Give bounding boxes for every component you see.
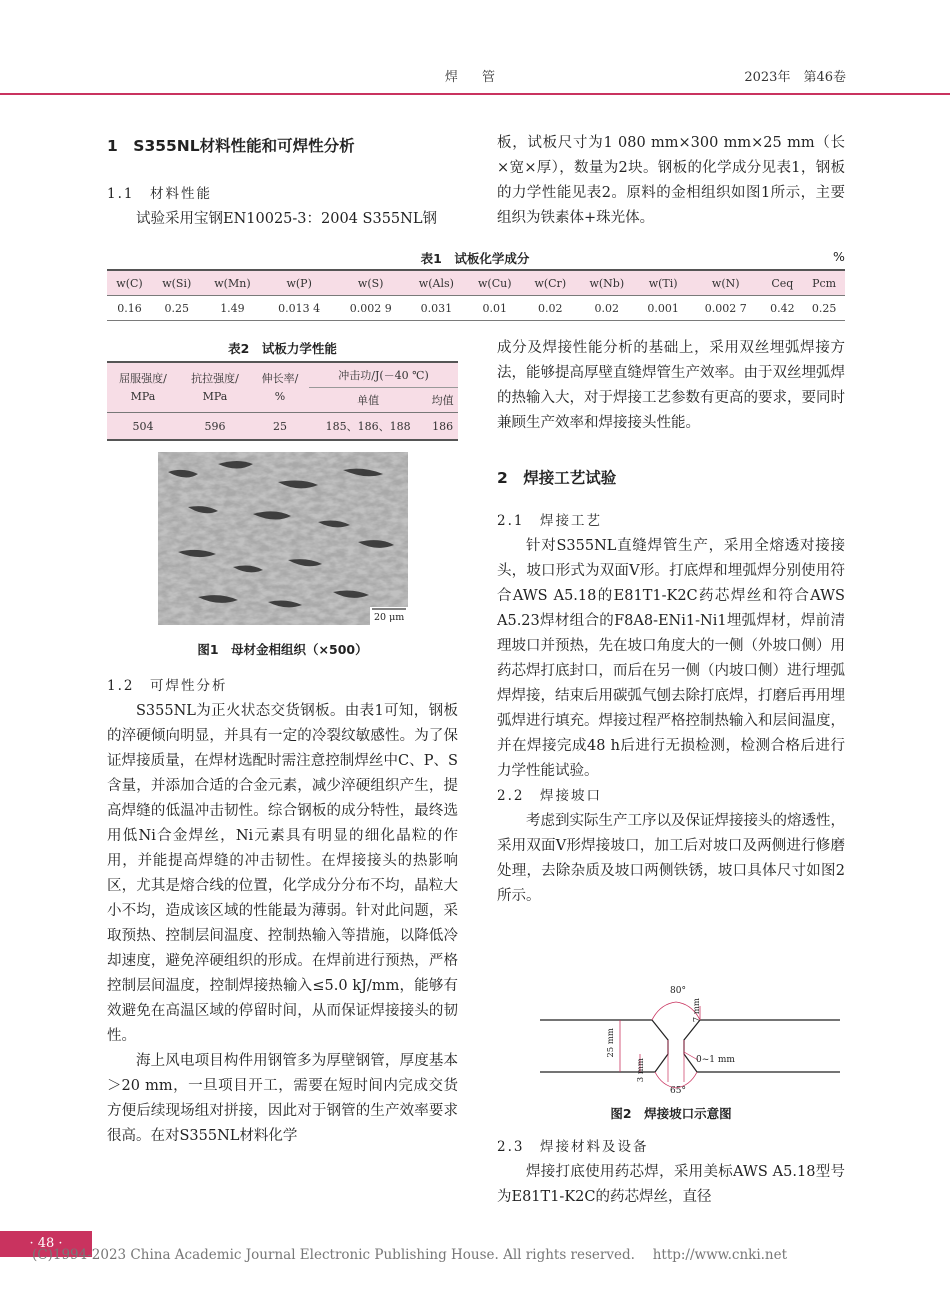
- paragraph: 针对S355NL直缝焊管生产，采用全熔透对接接头，坡口形式为双面V形。打底焊和埋弧焊分别使用符合AWS A5.18的E81T1-K2C药芯焊丝和符合AWS A5.23焊材组合的F8A8-ENi1-Ni1埋弧焊材，焊前清理坡口并预热，先在坡口角度大的一侧（外坡口侧）用药芯焊打底封口，而后在另一侧（内坡口侧）进行埋弧焊焊接，结束后用碳弧气刨去除打底焊，打磨后再用埋弧焊进行填充。焊接过程严格控制热输入和层间温度，并在焊接完成48 h后进行无损检测，检测合格后进行力学性能试验。: [497, 538, 845, 779]
- table1-title: 表1 试板化学成分: [420, 251, 530, 266]
- copyright-notice: (C)1994-2023 China Academic Journal Electronic Publishing House. All rights reserved. http://www.cnki.net: [32, 1247, 788, 1263]
- table2-title: 表2 试板力学性能: [228, 341, 337, 356]
- left-column-bottom: [107, 674, 458, 1149]
- right-column-end: [497, 1135, 845, 1210]
- subsection-1-1-heading: 1.1 材料性能: [107, 186, 212, 202]
- table1-header-cell: w(Als): [406, 270, 466, 296]
- paragraph: 板，试板尺寸为1 080 mm×300 mm×25 mm（长×宽×厚），数量为2块。钢板的化学成分见表1，钢板的力学性能见表2。原料的金相组织如图1所示，主要组织为铁素体+珠光体。: [497, 135, 845, 226]
- left-column-top: [107, 134, 458, 232]
- right-column-top: [497, 131, 845, 231]
- table1-header-cell: w(Si): [152, 270, 201, 296]
- table1: [107, 269, 845, 321]
- fig2-angle-top: 80°: [670, 986, 686, 996]
- table1-value-cell: 0.002 9: [335, 296, 407, 321]
- table1-header-cell: Pcm: [803, 270, 845, 296]
- fig2-gap: 0~1 mm: [696, 1055, 735, 1065]
- table1-value-row: [107, 296, 845, 321]
- micrograph-scale-label: 20 μm: [374, 612, 405, 623]
- table1-value-cell: 0.031: [406, 296, 466, 321]
- table1-header-cell: w(P): [263, 270, 335, 296]
- subsection-2-1-heading: 2.1 焊接工艺: [497, 513, 602, 529]
- paragraph: 焊接打底使用药芯焊，采用美标AWS A5.18型号为E81T1-K2C的药芯焊丝，直径: [497, 1164, 845, 1205]
- subsection-1-2-heading: 1.2 可焊性分析: [107, 678, 228, 694]
- running-header-volume: 2023年 第46卷: [744, 70, 846, 85]
- table1-header-cell: w(Cu): [466, 270, 523, 296]
- table1-value-cell: 0.02: [577, 296, 636, 321]
- figure2-caption: 图2 焊接坡口示意图: [610, 1106, 732, 1121]
- table1-value-cell: 1.49: [201, 296, 263, 321]
- figure1-caption: 图1 母材金相组织（×500）: [197, 642, 368, 657]
- micrograph-image: [158, 452, 408, 625]
- table1-header-cell: w(S): [335, 270, 407, 296]
- page-number: · 48 ·: [0, 1231, 92, 1257]
- table2-cell-tensile: 596: [179, 413, 251, 441]
- table1-value-cell: 0.01: [466, 296, 523, 321]
- table1-value-cell: 0.013 4: [263, 296, 335, 321]
- table1-value-cell: 0.25: [152, 296, 201, 321]
- table1-value-cell: 0.001: [636, 296, 690, 321]
- table1-header-cell: w(Nb): [577, 270, 636, 296]
- header-rule: [0, 93, 950, 95]
- section-1-heading: 1 S355NL材料性能和可焊性分析: [107, 137, 355, 155]
- table2-cell-elongation: 25: [251, 413, 309, 441]
- table1-value-cell: 0.16: [107, 296, 152, 321]
- table1-unit: %: [833, 249, 845, 264]
- subsection-2-2-heading: 2.2 焊接坡口: [497, 788, 602, 804]
- table1-header-cell: w(Ti): [636, 270, 690, 296]
- fig2-root-face: 3 mm: [636, 1058, 646, 1083]
- table1-header-cell: Ceq: [761, 270, 803, 296]
- table1-value-cell: 0.02: [523, 296, 577, 321]
- groove-diagram: [540, 986, 840, 1102]
- table1-value-cell: 0.25: [803, 296, 845, 321]
- fig2-top-dimension: 7 mm: [692, 998, 702, 1023]
- table1-header-cell: w(C): [107, 270, 152, 296]
- table2: [107, 361, 458, 441]
- fig2-angle-bottom: 65°: [670, 1086, 686, 1096]
- table2-cell-yield: 504: [107, 413, 179, 441]
- table2-header-yield: 屈服强度/ MPa: [107, 362, 179, 413]
- paragraph: 海上风电项目构件用钢管多为厚壁钢管，厚度基本＞20 mm，一旦项目开工，需要在短时间内完成交货方便后续现场组对拼接，因此对于钢管的生产效率要求很高。在对S355NL材料化学: [107, 1053, 458, 1144]
- subsection-2-3-heading: 2.3 焊接材料及设备: [497, 1139, 649, 1155]
- running-header-journal: 焊 管: [444, 70, 506, 85]
- table2-cell-avg: 186: [427, 413, 458, 441]
- paragraph: 考虑到实际生产工序以及保证焊接接头的熔透性，采用双面V形焊接坡口，加工后对坡口及两侧进行修磨处理，去除杂质及坡口两侧铁锈，坡口具体尺寸如图2所示。: [497, 813, 845, 904]
- right-column-bottom: [497, 336, 845, 909]
- table2-cell-single: 185、186、188: [309, 413, 427, 441]
- table2-header-elongation: 伸长率/ %: [251, 362, 309, 413]
- table1-header-cell: w(Cr): [523, 270, 577, 296]
- paragraph: S355NL为正火状态交货钢板。由表1可知，钢板的淬硬倾向明显，并具有一定的冷裂纹敏感性。为了保证焊接质量，在焊材选配时需注意控制焊丝中C、P、S含量，并添加合适的合金元素，减少淬硬组织产生，提高焊缝的低温冲击韧性。综合钢板的成分特性，最终选用低Ni合金焊丝，Ni元素具有明显的细化晶粒的作用，并能提高焊缝的冲击韧性。在焊接接头的热影响区，尤其是熔合线的位置，化学成分分布不均，晶粒大小不均，造成该区域的性能最为薄弱。针对此问题，采取预热、控制层间温度、控制热输入等措施，以降低冷却速度，避免淬硬组织的形成。在焊前进行预热，严格控制层间温度，控制焊接热输入≤5.0 kJ/mm，能够有效避免在高温区域的停留时间，从而保证焊接接头的韧性。: [107, 703, 458, 1044]
- table1-header-cell: w(N): [690, 270, 762, 296]
- fig2-thickness: 25 mm: [606, 1028, 616, 1058]
- table1-value-cell: 0.42: [761, 296, 803, 321]
- table2-header-single: 单值: [309, 388, 427, 413]
- table1-value-cell: 0.002 7: [690, 296, 762, 321]
- table1-header-row: [107, 270, 845, 296]
- table2-header-impact: 冲击功/J(－40 ℃): [309, 362, 458, 388]
- table2-header-avg: 均值: [427, 388, 458, 413]
- table2-header-tensile: 抗拉强度/ MPa: [179, 362, 251, 413]
- section-2-heading: 2 焊接工艺试验: [497, 469, 617, 487]
- table1-header-cell: w(Mn): [201, 270, 263, 296]
- paragraph: 成分及焊接性能分析的基础上，采用双丝埋弧焊接方法，能够提高厚壁直缝焊管生产效率。由于双丝埋弧焊的热输入大，对于焊接工艺参数有更高的要求，要同时兼顾生产效率和焊接接头性能。: [497, 340, 845, 431]
- paragraph: 试验采用宝钢EN10025-3：2004 S355NL钢: [136, 211, 437, 227]
